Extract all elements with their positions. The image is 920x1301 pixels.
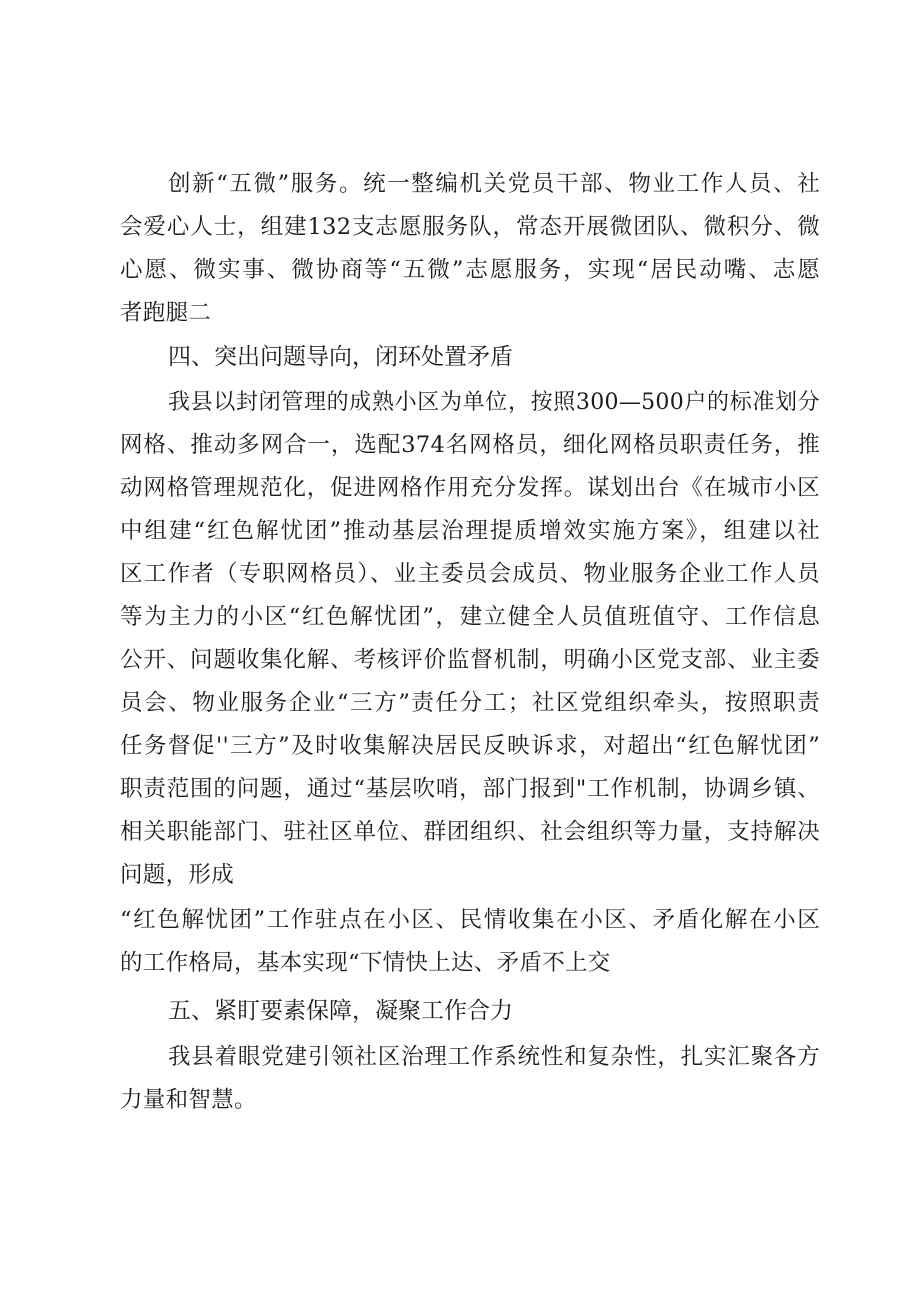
paragraph-five-micro-services: [120, 163, 820, 335]
section-heading-4: 四、突出问题导向，闭环处置矛盾: [168, 344, 513, 370]
paragraph-line: 员会、物业服务企业“三方”责任分工；社区党组织牵头，按照职责: [120, 690, 820, 716]
paragraph-line: 相关职能部门、驻社区单位、群团组织、社会组织等力量，支持解决: [120, 819, 820, 845]
paragraph-line: 的工作格局，基本实现“下情快上达、矛盾不上交: [120, 950, 611, 976]
paragraph-line: 问题，形成: [120, 862, 235, 888]
paragraph-line: 网格、推动多网合一，选配374名网格员，细化网格员职责任务，推: [120, 432, 820, 458]
paragraph-line: “红色解忧团”工作驻点在小区、民情收集在小区、矛盾化解在小区: [120, 907, 820, 933]
paragraph-line: 我县着眼党建引领社区治理工作系统性和复杂性，扎实汇聚各方: [168, 1044, 820, 1070]
paragraph-element-guarantee: [120, 1036, 820, 1122]
paragraph-line: 任务督促''三方”及时收集解决居民反映诉求，对超出“红色解忧团”: [120, 733, 820, 759]
paragraph-line: 我县以封闭管理的成熟小区为单位，按照300—500户的标准划分: [168, 390, 820, 415]
paragraph-work-pattern: [120, 899, 820, 985]
paragraph-line: 区工作者（专职网格员）、业主委员会成员、物业服务企业工作人员: [120, 561, 820, 587]
paragraph-line: 创新“五微”服务。统一整编机关党员干部、物业工作人员、社: [168, 171, 820, 197]
paragraph-line: 等为主力的小区“红色解忧团”，建立健全人员值班值守、工作信息: [120, 604, 820, 630]
paragraph-line: 公开、问题收集化解、考核评价监督机制，明确小区党支部、业主委: [120, 647, 820, 673]
paragraph-grid-management: [120, 381, 820, 897]
paragraph-line: 动网格管理规范化，促进网格作用充分发挥。谋划出台《在城市小区: [120, 475, 820, 501]
paragraph-line: 心愿、微实事、微协商等“五微”志愿服务，实现“居民动嘴、志愿: [120, 257, 820, 283]
paragraph-line: 职责范围的问题，通过“基层吹哨，部门报到"工作机制，协调乡镇、: [120, 776, 820, 802]
paragraph-line: 中组建“红色解忧团”推动基层治理提质增效实施方案》，组建以社: [120, 518, 820, 544]
paragraph-line: 者跑腿二: [120, 300, 212, 326]
section-heading-5: 五、紧盯要素保障，凝聚工作合力: [168, 998, 513, 1024]
paragraph-line: 会爱心人士，组建132支志愿服务队，常态开展微团队、微积分、微: [120, 214, 820, 240]
paragraph-line: 力量和智慧。: [120, 1087, 257, 1113]
